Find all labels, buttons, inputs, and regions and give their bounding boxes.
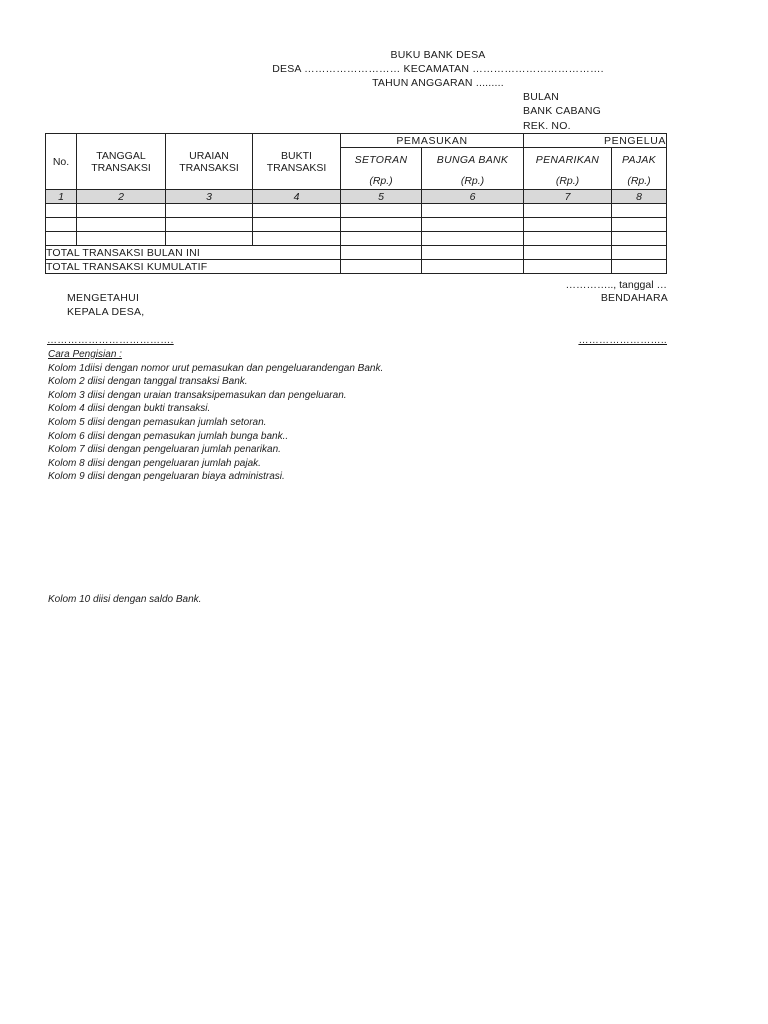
kepala-desa-signature-line: ………………………………. bbox=[47, 335, 174, 346]
table-cell[interactable] bbox=[46, 232, 77, 246]
table-cell[interactable] bbox=[341, 232, 422, 246]
col-header-bukti: BUKTI TRANSAKSI bbox=[253, 134, 341, 190]
bank-cabang-label: BANK CABANG bbox=[523, 105, 602, 117]
instruction-item: Kolom 2 diisi dengan tanggal transaksi Bank. bbox=[48, 376, 248, 388]
instructions-title: Cara Pengisian : bbox=[48, 349, 122, 360]
column-number: 2 bbox=[77, 190, 166, 204]
total-bulan-ini-label: TOTAL TRANSAKSI BULAN INI bbox=[46, 246, 341, 260]
table-row bbox=[46, 204, 667, 218]
table-cell[interactable] bbox=[524, 204, 612, 218]
table-cell[interactable] bbox=[612, 218, 667, 232]
table-cell[interactable] bbox=[253, 218, 341, 232]
table-cell[interactable] bbox=[166, 218, 253, 232]
total-bulan-ini-row bbox=[46, 246, 667, 260]
col-header-tanggal: TANGGAL TRANSAKSI bbox=[77, 134, 166, 190]
total-bunga-cell[interactable] bbox=[422, 246, 524, 260]
instruction-item: Kolom 3 diisi dengan uraian transaksipemasukan dan pengeluaran. bbox=[48, 389, 347, 401]
table-cell[interactable] bbox=[46, 218, 77, 232]
kumulatif-bunga-cell[interactable] bbox=[422, 260, 524, 274]
column-number: 5 bbox=[341, 190, 422, 204]
table-cell[interactable] bbox=[166, 232, 253, 246]
instructions-block bbox=[48, 348, 383, 484]
table-cell[interactable] bbox=[253, 204, 341, 218]
table-cell[interactable] bbox=[341, 218, 422, 232]
instruction-item-last: Kolom 10 diisi dengan saldo Bank. bbox=[48, 594, 202, 605]
table-cell[interactable] bbox=[77, 204, 166, 218]
instruction-item: Kolom 6 diisi dengan pemasukan jumlah bunga bank.. bbox=[48, 430, 289, 442]
desa-kecamatan-line: DESA ……………………… KECAMATAN ………………………………. bbox=[272, 63, 604, 75]
table-cell[interactable] bbox=[166, 204, 253, 218]
instruction-item: Kolom 8 diisi dengan pengeluaran jumlah pajak. bbox=[48, 457, 261, 469]
column-number: 8 bbox=[612, 190, 667, 204]
rek-no-label: REK. NO. bbox=[523, 120, 571, 132]
table-cell[interactable] bbox=[46, 204, 77, 218]
col-header-uraian: URAIAN TRANSAKSI bbox=[166, 134, 253, 190]
table-cell[interactable] bbox=[612, 204, 667, 218]
total-penarikan-cell[interactable] bbox=[524, 246, 612, 260]
column-number: 6 bbox=[422, 190, 524, 204]
group-header-pengeluaran: PENGELUA bbox=[524, 134, 667, 148]
total-kumulatif-row bbox=[46, 260, 667, 274]
column-number: 7 bbox=[524, 190, 612, 204]
column-number: 4 bbox=[253, 190, 341, 204]
table-cell[interactable] bbox=[77, 232, 166, 246]
bendahara-title: BENDAHARA bbox=[600, 292, 668, 304]
instruction-item: Kolom 1diisi dengan nomor urut pemasukan dan pengeluarandengan Bank. bbox=[48, 362, 384, 374]
total-pajak-cell[interactable] bbox=[612, 246, 667, 260]
table-cell[interactable] bbox=[341, 204, 422, 218]
tahun-anggaran-line: TAHUN ANGGARAN ......... bbox=[372, 77, 504, 89]
column-number: 1 bbox=[46, 190, 77, 204]
instruction-item: Kolom 5 diisi dengan pemasukan jumlah setoran. bbox=[48, 416, 267, 428]
table-cell[interactable] bbox=[612, 232, 667, 246]
bendahara-signature-line: …………………….. bbox=[578, 335, 667, 346]
kumulatif-pajak-cell[interactable] bbox=[612, 260, 667, 274]
table-row bbox=[46, 218, 667, 232]
col-header-no: No. bbox=[46, 134, 77, 190]
table-cell[interactable] bbox=[422, 232, 524, 246]
kepala-desa-label: KEPALA DESA, bbox=[67, 306, 145, 318]
kumulatif-penarikan-cell[interactable] bbox=[524, 260, 612, 274]
table-cell[interactable] bbox=[253, 232, 341, 246]
col-header-setoran: SETORAN (Rp.) bbox=[341, 148, 422, 190]
group-header-pemasukan: PEMASUKAN bbox=[341, 134, 524, 148]
instruction-item: Kolom 7 diisi dengan pengeluaran jumlah penarikan. bbox=[48, 444, 281, 456]
place-date-line: ………….., tanggal … bbox=[565, 279, 667, 291]
mengetahui-label: MENGETAHUI bbox=[67, 292, 140, 304]
table-row bbox=[46, 232, 667, 246]
table-cell[interactable] bbox=[77, 218, 166, 232]
kumulatif-setoran-cell[interactable] bbox=[341, 260, 422, 274]
column-number: 3 bbox=[166, 190, 253, 204]
bank-ledger-table bbox=[45, 133, 667, 274]
column-number-row bbox=[46, 190, 667, 204]
bulan-label: BULAN bbox=[523, 91, 560, 103]
table-cell[interactable] bbox=[524, 218, 612, 232]
total-setoran-cell[interactable] bbox=[341, 246, 422, 260]
instruction-item: Kolom 4 diisi dengan bukti transaksi. bbox=[48, 403, 211, 415]
col-header-bunga-bank: BUNGA BANK (Rp.) bbox=[422, 148, 524, 190]
instruction-item: Kolom 9 diisi dengan pengeluaran biaya administrasi. bbox=[48, 471, 285, 483]
table-cell[interactable] bbox=[422, 218, 524, 232]
col-header-penarikan: PENARIKAN (Rp.) bbox=[524, 148, 612, 190]
total-kumulatif-label: TOTAL TRANSAKSI KUMULATIF bbox=[46, 260, 341, 274]
table-cell[interactable] bbox=[524, 232, 612, 246]
table-cell[interactable] bbox=[422, 204, 524, 218]
document-title: BUKU BANK DESA bbox=[390, 49, 486, 61]
col-header-pajak: PAJAK (Rp.) bbox=[612, 148, 667, 190]
